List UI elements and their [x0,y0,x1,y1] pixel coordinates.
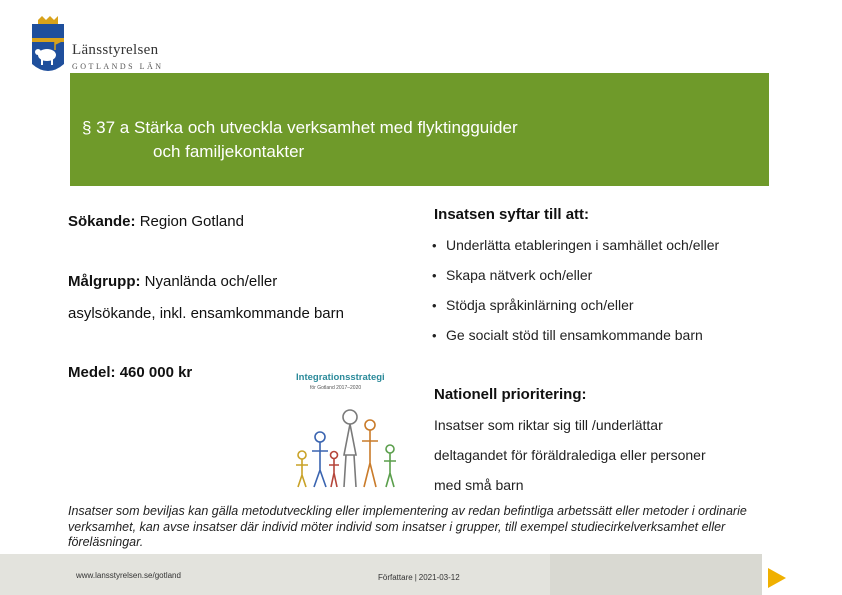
banner-title-line1: § 37 a Stärka och utveckla verksamhet med flyktingguider [82,118,518,137]
purpose-item [432,237,719,253]
target-group [68,273,277,290]
footer-date: 2021-03-12 [418,573,460,582]
national-priority-line1: Insatser som riktar sig till /underlättar [434,417,663,433]
funds-label: Medel: [68,364,116,381]
strategy-title: Integrationsstrategi [296,372,385,383]
people-illustration-icon [290,395,410,490]
bullet-icon: • [432,268,437,283]
coat-of-arms-icon [28,14,68,80]
logo-subtitle: GOTLANDS LÄN [72,62,164,71]
footer-url[interactable]: www.lansstyrelsen.se/gotland [76,571,181,580]
national-priority-title: Nationell prioritering: [434,386,587,403]
purpose-item [432,327,703,343]
target-value-line1: Nyanlända och/eller [144,273,278,290]
footer [0,554,842,595]
target-label: Målgrupp: [68,273,141,290]
applicant [68,213,244,230]
purpose-item-text: Ge socialt stöd till ensamkommande barn [446,327,703,343]
purpose-item-text: Stödja språkinlärning och/eller [446,297,634,313]
national-priority-line2: deltagandet för föräldralediga eller personer [434,447,706,463]
funds-value: 460 000 kr [119,364,193,381]
bullet-icon: • [432,298,437,313]
applicant-value: Region Gotland [139,213,244,230]
title-banner [70,73,769,186]
footer-author-date [378,573,460,582]
bullet-icon: • [432,238,437,253]
purpose-item [432,267,592,283]
integration-strategy-image [290,360,410,490]
target-value-line2: asylsökande, inkl. ensamkommande barn [68,305,344,322]
logo-name: Länsstyrelsen [72,42,159,58]
purpose-item [432,297,634,313]
funds [68,364,192,381]
banner-title-line2: och familjekontakter [153,142,305,161]
bullet-icon: • [432,328,437,343]
applicant-label: Sökande: [68,213,136,230]
info-note: Insatser som beviljas kan gälla metodutveckling eller implementering av redan befintliga arbetssätt eller metoder i ordinarie verksamhet, kan avse insatser där individ möter individ som insatser i grupper, till exempel studiecirkelverksamhet eller föreläsningar. [68,504,747,549]
footer-right-block [550,554,762,595]
purpose-title: Insatsen syftar till att: [434,206,590,223]
national-priority-line3: med små barn [434,477,524,493]
purpose-item-text: Underlätta etableringen i samhället och/eller [446,237,720,253]
strategy-subtitle: för Gotland 2017–2020 [310,385,362,391]
purpose-item-text: Skapa nätverk och/eller [446,267,593,283]
footer-separator: | [414,573,417,582]
accent-triangle-icon [768,568,786,588]
footer-author: Författare [378,573,413,582]
